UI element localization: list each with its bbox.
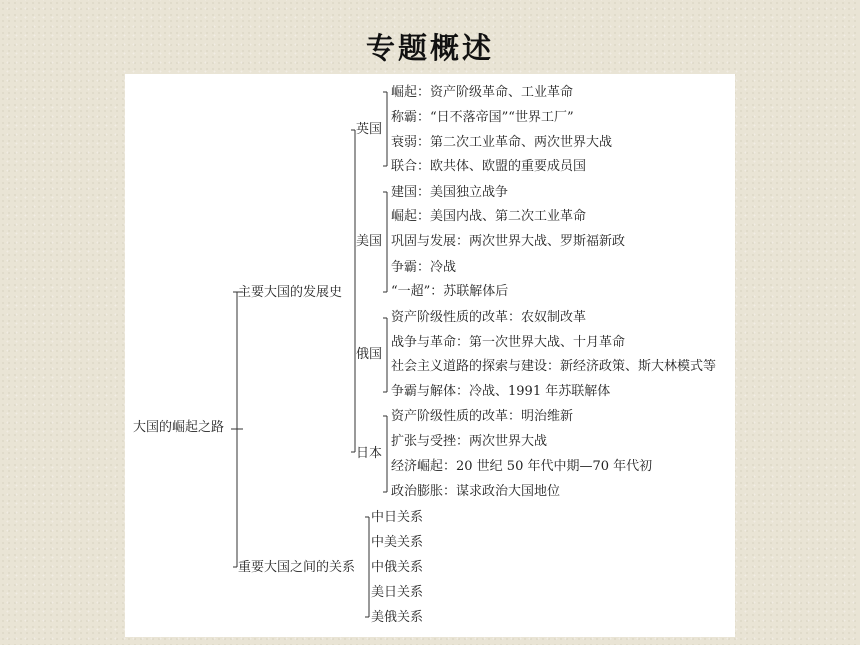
branch-development: 主要大国的发展史 — [238, 285, 343, 300]
us-bracket — [383, 192, 387, 292]
country-us: 美国 — [356, 234, 383, 249]
relation-item: 中日关系 — [371, 510, 424, 525]
ru-item: 争霸与解体：冷战、1991 年苏联解体 — [391, 384, 611, 399]
ru-item: 资产阶级性质的改革：农奴制改革 — [391, 310, 587, 325]
branch-relations: 重要大国之间的关系 — [238, 560, 356, 575]
us-item: 争霸：冷战 — [391, 260, 457, 275]
mind-map-panel — [125, 74, 735, 637]
ru-item: 社会主义道路的探索与建设：新经济政策、斯大林模式等 — [391, 359, 717, 374]
us-item: “一超”：苏联解体后 — [391, 284, 509, 299]
country-jp: 日本 — [356, 446, 383, 461]
jp-bracket — [383, 416, 387, 492]
uk-item: 联合：欧共体、欧盟的重要成员国 — [391, 159, 587, 174]
relation-item: 中俄关系 — [371, 560, 424, 575]
rel-bracket — [365, 517, 369, 617]
relation-item: 美俄关系 — [371, 610, 424, 625]
relation-item: 美日关系 — [371, 585, 424, 600]
root-node: 大国的崛起之路 — [133, 420, 225, 435]
us-item: 崛起：美国内战、第二次工业革命 — [391, 209, 587, 224]
uk-item: 称霸：“日不落帝国”“世界工厂” — [391, 110, 574, 125]
jp-item: 扩张与受挫：两次世界大战 — [391, 434, 548, 449]
ru-bracket — [383, 318, 387, 392]
ru-item: 战争与革命：第一次世界大战、十月革命 — [391, 335, 626, 350]
us-item: 巩固与发展：两次世界大战、罗斯福新政 — [391, 234, 626, 249]
uk-item: 崛起：资产阶级革命、工业革命 — [391, 85, 574, 100]
dev-bracket — [351, 130, 355, 452]
country-ru: 俄国 — [356, 347, 383, 362]
page-title: 专题概述 — [365, 31, 494, 65]
relation-item: 中美关系 — [371, 535, 424, 550]
us-item: 建国：美国独立战争 — [391, 185, 509, 200]
uk-bracket — [383, 92, 387, 166]
uk-item: 衰弱：第二次工业革命、两次世界大战 — [391, 135, 613, 150]
country-uk: 英国 — [356, 122, 383, 137]
jp-item: 经济崛起：20 世纪 50 年代中期—70 年代初 — [391, 459, 653, 474]
jp-item: 资产阶级性质的改革：明治维新 — [391, 409, 574, 424]
jp-item: 政治膨胀：谋求政治大国地位 — [391, 484, 561, 499]
